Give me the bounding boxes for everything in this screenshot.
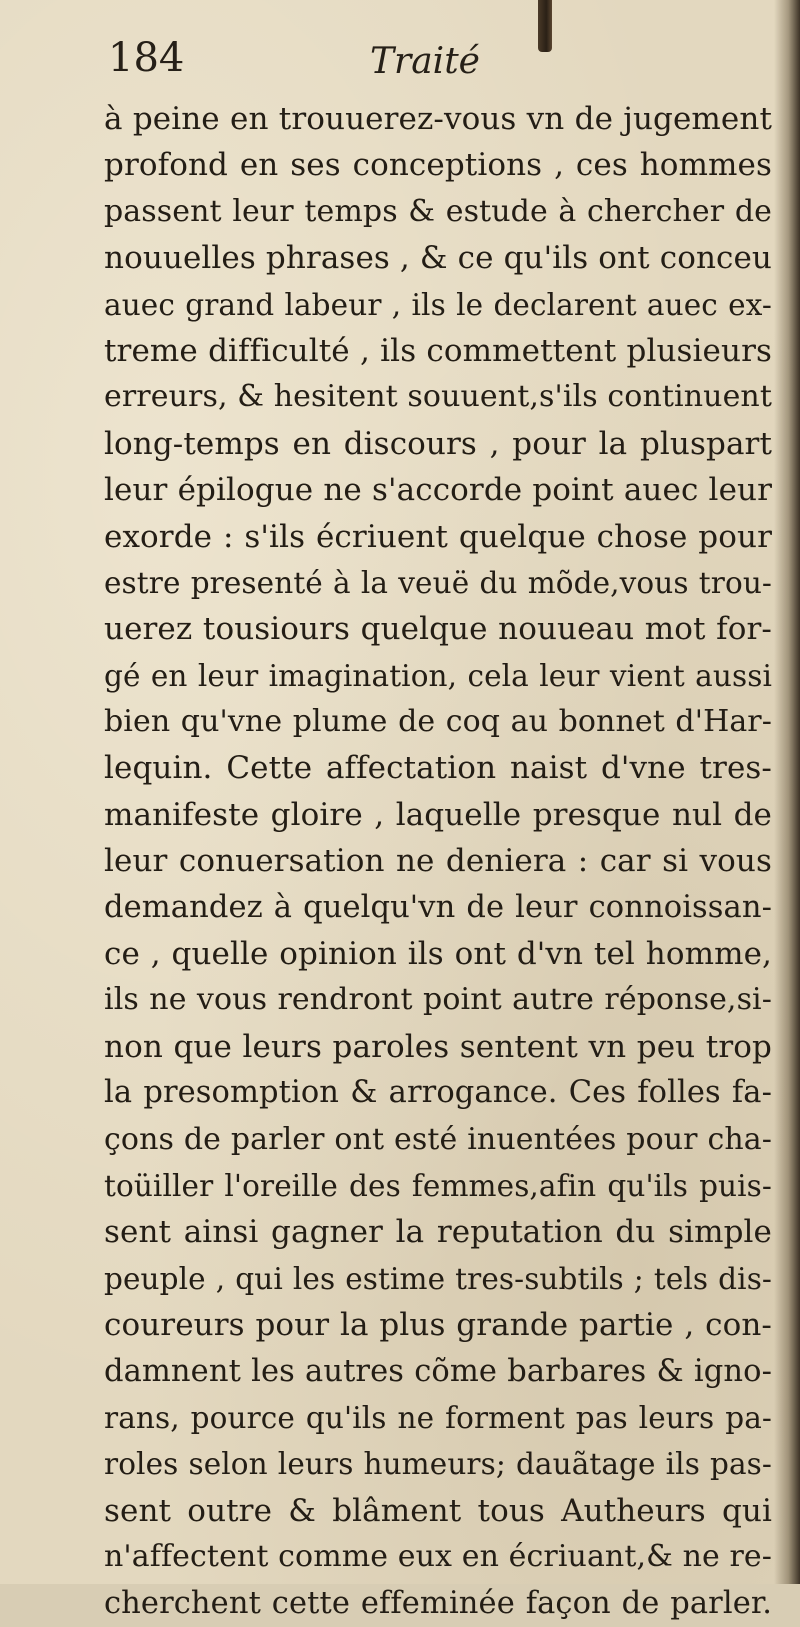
text-line: bien qu'vne plume de coq au bonnet d'Har- (104, 704, 772, 740)
text-line: ils ne vous rendront point autre réponse,si- (104, 982, 772, 1018)
text-line: manifeste gloire , laquelle presque nul de (104, 796, 772, 833)
text-line: leur conuersation ne deniera : car si vous (104, 843, 772, 880)
text-line: auec grand labeur , ils le declarent auec ex- (104, 287, 772, 322)
text-line: long-temps en discours , pour la pluspart (104, 425, 772, 462)
text-line: çons de parler ont esté inuentées pour cha- (104, 1121, 772, 1157)
text-line: passent leur temps & estude à chercher de (104, 193, 772, 229)
text-line: uerez tousiours quelque nouueau mot for- (104, 611, 772, 648)
text-line: à peine en trouuerez-vous vn de jugement (104, 101, 772, 137)
text-line: toüiller l'oreille des femmes,afin qu'ils puis- (104, 1168, 772, 1203)
text-line: gé en leur imagination, cela leur vient aussi (104, 658, 772, 693)
text-line: rans, pource qu'ils ne forment pas leurs pa- (104, 1400, 772, 1435)
text-line: profond en ses conceptions , ces hommes (104, 147, 772, 184)
text-line: exorde : s'ils écriuent quelque chose pour (104, 518, 772, 555)
text-line: demandez à quelqu'vn de leur connoissan- (104, 889, 772, 925)
text-line: roles selon leurs humeurs; dauãtage ils pas- (104, 1447, 772, 1482)
text-line: sent outre & blâment tous Autheurs qui (104, 1492, 772, 1529)
text-line: non que leurs paroles sentent vn peu trop (104, 1028, 772, 1065)
text-line: treme difficulté , ils commettent plusieurs (104, 332, 772, 369)
text-line: la presomption & arrogance. Ces folles fa- (104, 1075, 772, 1111)
page-gutter-shadow (774, 0, 800, 1584)
text-line: peuple , qui les estime tres-subtils ; tels dis- (104, 1261, 772, 1296)
bookmark-ribbon (538, 0, 552, 52)
text-line: leur épilogue ne s'accorde point auec leur (104, 472, 772, 509)
text-line: nouuelles phrases , & ce qu'ils ont conceu (104, 240, 772, 277)
text-line: erreurs, & hesitent souuent,s'ils continuent (104, 379, 772, 415)
text-line: damnent les autres cõme barbares & igno- (104, 1353, 772, 1389)
text-line: cherchent cette effeminée façon de parler. (104, 1585, 772, 1621)
body-text (104, 96, 772, 1627)
text-line: estre presenté à la veuë du mõde,vous trou- (104, 565, 772, 600)
running-title: Traité (370, 41, 480, 82)
text-line: lequin. Cette affectation naist d'vne tres- (104, 750, 772, 787)
page-number: 184 (108, 35, 185, 81)
text-line: sent ainsi gagner la reputation du simple (104, 1214, 772, 1251)
text-line: ce , quelle opinion ils ont d'vn tel homme, (104, 936, 772, 973)
text-line: n'affectent comme eux en écriuant,& ne re- (104, 1539, 773, 1575)
text-line: coureurs pour la plus grande partie , con- (104, 1307, 772, 1344)
